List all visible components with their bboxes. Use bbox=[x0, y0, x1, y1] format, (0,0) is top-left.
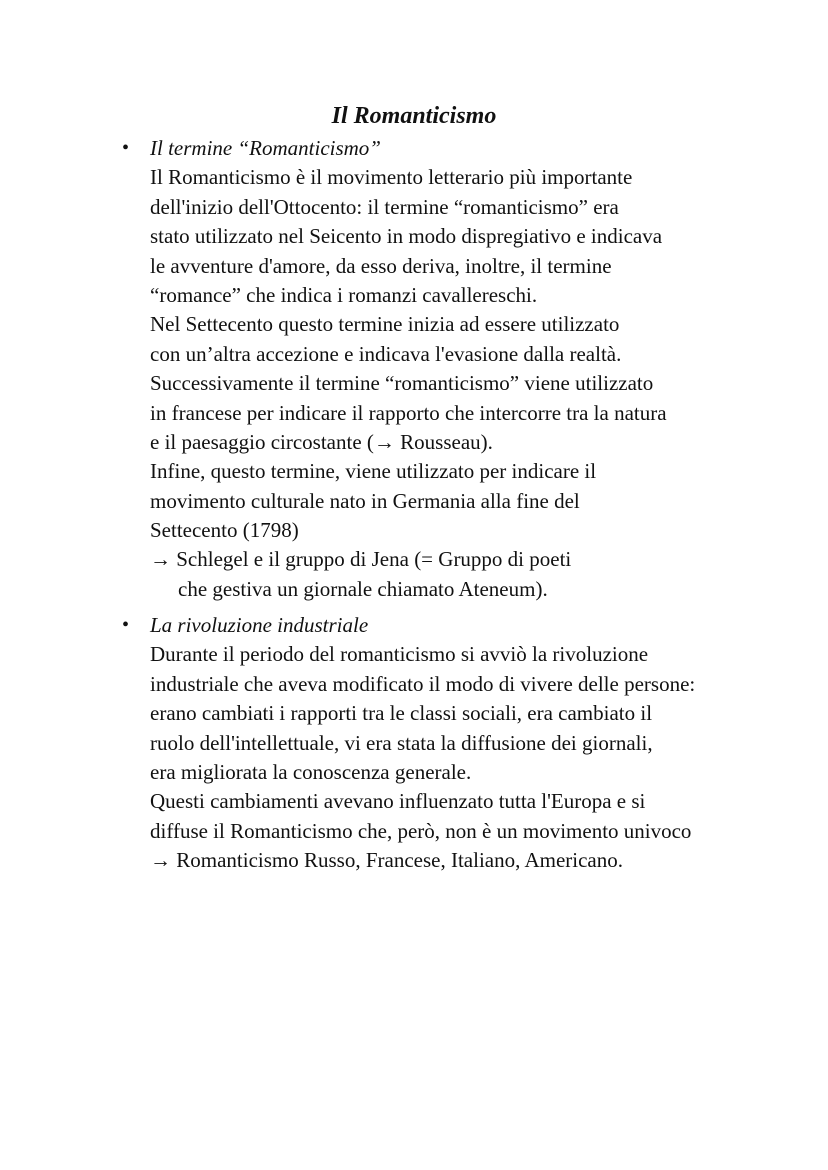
paragraph-line: Successivamente il termine “romanticismo” viene utilizzato bbox=[150, 371, 654, 396]
bullet-icon: • bbox=[122, 137, 130, 159]
paragraph-line: dell'inizio dell'Ottocento: il termine “romanticismo” era bbox=[150, 194, 619, 219]
paragraph-line: in francese per indicare il rapporto che intercorre tra la natura bbox=[150, 400, 667, 425]
arrow-line: → Romanticismo Russo, Francese, Italiano, Americano. bbox=[150, 848, 623, 873]
paragraph-line: ruolo dell'intellettuale, vi era stata la diffusione dei giornali, bbox=[150, 730, 653, 755]
paragraph-line: Settecento (1798) bbox=[150, 518, 299, 543]
paragraph-line: erano cambiati i rapporti tra le classi sociali, era cambiato il bbox=[150, 701, 653, 726]
paragraph-line: con un’altra accezione e indicava l'evasione dalla realtà. bbox=[150, 341, 622, 366]
bullet-icon: • bbox=[122, 614, 130, 636]
paragraph-line: industriale che aveva modificato il modo di vivere delle persone: bbox=[150, 671, 696, 696]
paragraph-line: era migliorata la conoscenza generale. bbox=[150, 759, 472, 784]
paragraph-line: Il Romanticismo è il movimento letterario più importante bbox=[150, 165, 633, 190]
section-termine-romanticismo bbox=[122, 134, 790, 604]
section-heading: La rivoluzione industriale bbox=[150, 613, 369, 637]
paragraph-line: stato utilizzato nel Seicento in modo dispregiativo e indicava bbox=[150, 224, 663, 249]
arrow-line: → Schlegel e il gruppo di Jena (= Gruppo di poeti bbox=[150, 547, 572, 572]
page-title: Il Romanticismo bbox=[331, 103, 497, 129]
paragraph-line: “romance” che indica i romanzi cavallereschi. bbox=[150, 282, 538, 307]
section-heading: Il termine “Romanticismo” bbox=[150, 136, 381, 160]
indented-line: che gestiva un giornale chiamato Ateneum). bbox=[178, 576, 548, 601]
paragraph-line: movimento culturale nato in Germania alla fine del bbox=[150, 488, 580, 513]
paragraph-line: Nel Settecento questo termine inizia ad essere utilizzato bbox=[150, 312, 620, 337]
paragraph-line: diffuse il Romanticismo che, però, non è un movimento univoco bbox=[150, 818, 692, 843]
paragraph-line: Infine, questo termine, viene utilizzato per indicare il bbox=[150, 459, 597, 484]
paragraph-line: Durante il periodo del romanticismo si avviò la rivoluzione bbox=[150, 642, 649, 667]
paragraph-line: le avventure d'amore, da esso deriva, inoltre, il termine bbox=[150, 253, 612, 278]
section-rivoluzione-industriale bbox=[122, 611, 790, 876]
paragraph-line: Questi cambiamenti avevano influenzato tutta l'Europa e si bbox=[150, 789, 646, 814]
paragraph-line: e il paesaggio circostante (→ Rousseau). bbox=[150, 429, 493, 454]
